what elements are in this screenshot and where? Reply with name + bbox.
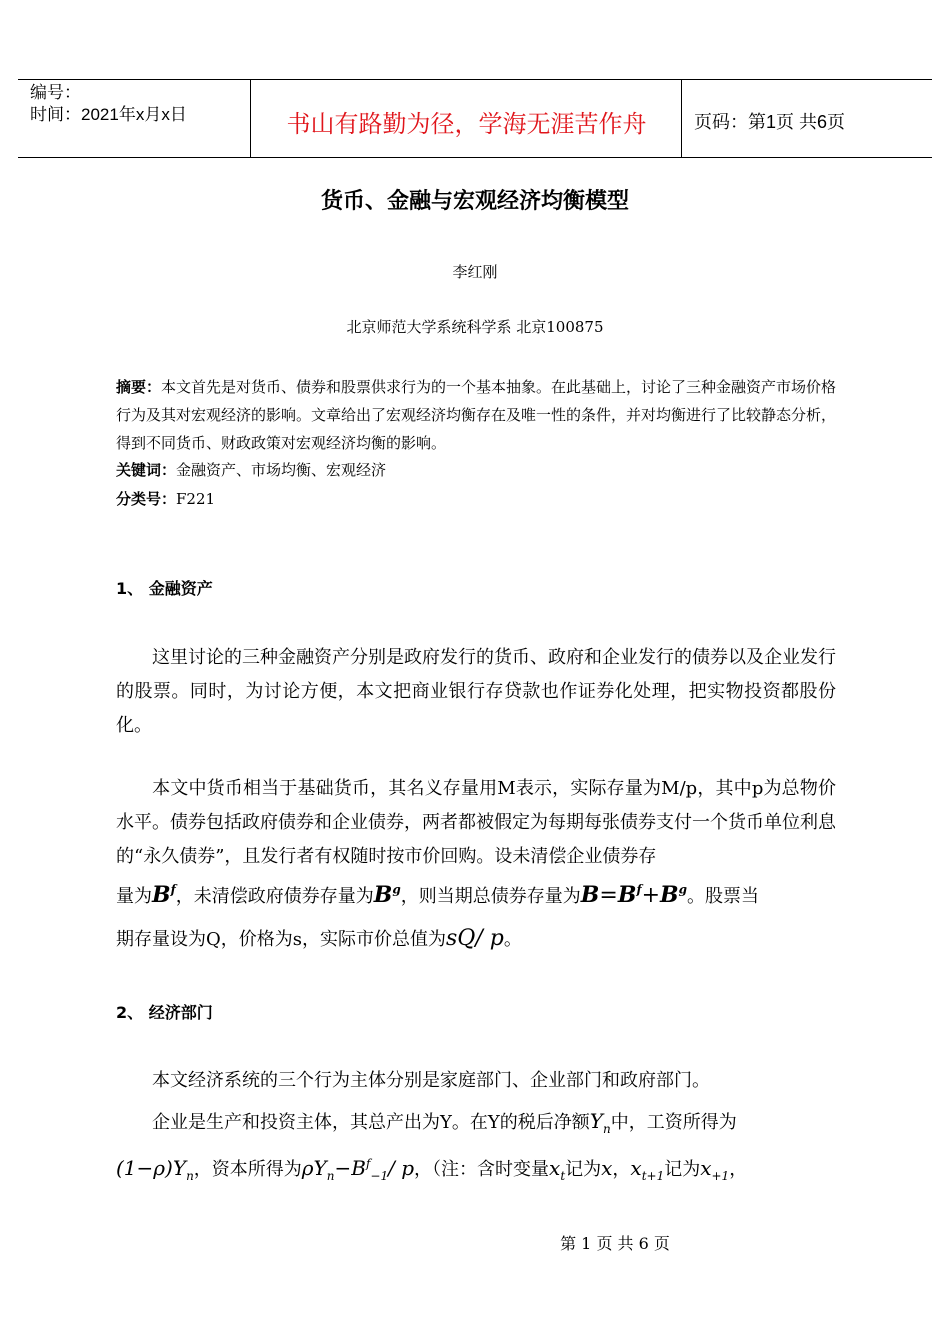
section-1-paragraph-2: 本文中货币相当于基础货币，其名义存量用M表示，实际存量为M/p，其中p为总物价水平。债券包括政府债券和企业债券，两者都被假定为每期每张债券支付一个货币单位利息的“永久债券”，且发行者有权随时按市价回购。设未清偿企业债券存 <box>116 778 836 867</box>
abstract <box>116 373 838 457</box>
number-label: 编号： <box>30 83 81 102</box>
class-text: F221 <box>176 490 216 508</box>
section-2-heading: 2、 经济部门 <box>116 1003 213 1022</box>
abstract-text: 本文首先是对货币、债券和股票供求行为的一个基本抽象。在此基础上，讨论了三种金融资产市场价格行为及其对宏观经济的影响。文章给出了宏观经济均衡存在及唯一性的条件，并对均衡进行了比较静态分析，得到不同货币、财政政策对宏观经济均衡的影响。 <box>116 378 837 452</box>
keywords-label: 关键词： <box>116 461 177 479</box>
class-label: 分类号： <box>116 490 177 508</box>
section-1-line-5: 期存量设为Q，价格为s，实际市价总值为sQ/ p。 <box>116 926 522 951</box>
author: 李红刚 <box>452 263 498 281</box>
header-motto-cell <box>251 80 682 157</box>
section-2-paragraph-1: 本文经济系统的三个行为主体分别是家庭部门、企业部门和政府部门。 <box>152 1070 710 1091</box>
time-label: 时间：2021年x月x日 <box>30 105 187 124</box>
section-1-line-4: 量为$B^f$，未清偿政府债券存量为$B^g$，则当期总债券存量为$B=B^f+B^g$。股票当 <box>116 882 760 908</box>
classification <box>116 485 838 513</box>
affiliation: 北京师范大学系统科学系 北京100875 <box>346 318 604 336</box>
keywords-text: 金融资产、市场均衡、宏观经济 <box>176 461 387 479</box>
section-2-line-3: $(1-\rho)Y_n$，资本所得为$\rho Y_n-B^f_{-1}/$ p，（注：含时变量$x_t$记为x，$x_{t+1}$记为$x_{+1}$， <box>116 1156 748 1183</box>
keywords <box>116 456 838 484</box>
header-info-cell <box>18 80 251 157</box>
section-2-line-2: 企业是生产和投资主体，其总产出为Y。在Y的税后净额$Y_n$中，工资所得为 <box>152 1109 737 1136</box>
page-footer: 第 1 页 共 6 页 <box>560 1234 670 1253</box>
header-table <box>18 79 932 158</box>
section-1-heading: 1、 金融资产 <box>116 579 213 598</box>
section-1-paragraph-1: 这里讨论的三种金融资产分别是政府发行的货币、政府和企业发行的债券以及企业发行的股票。同时，为讨论方便，本文把商业银行存贷款也作证券化处理，把实物投资都股份化。 <box>116 647 836 736</box>
header-page-cell <box>682 80 932 157</box>
article-title: 货币、金融与宏观经济均衡模型 <box>320 189 629 214</box>
page-code: 页码：第1页 共6页 <box>694 112 846 132</box>
abstract-label: 摘要： <box>116 378 162 396</box>
motto-text: 书山有路勤为径，学海无涯苦作舟 <box>286 110 647 138</box>
